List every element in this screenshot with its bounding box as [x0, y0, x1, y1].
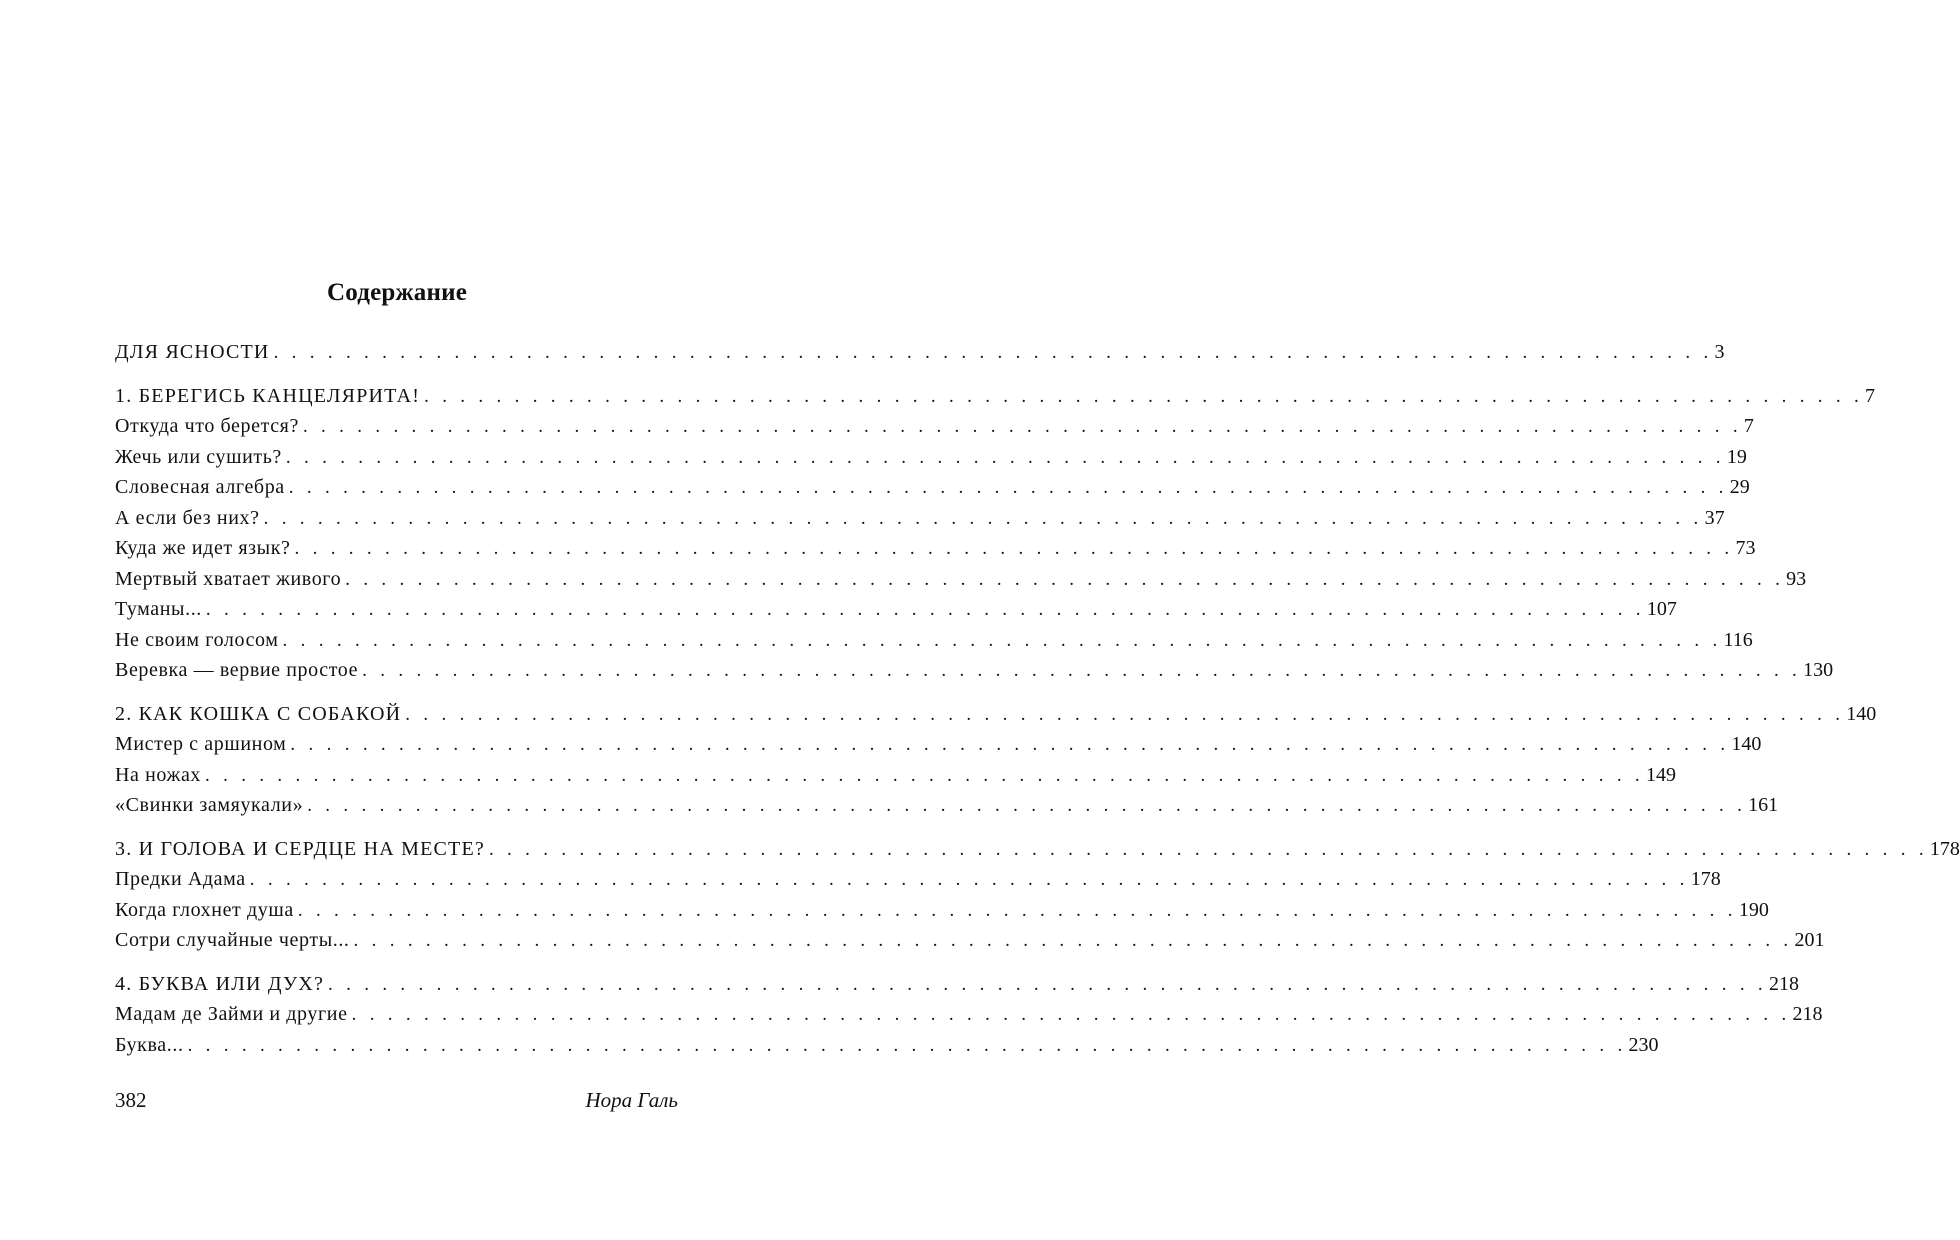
toc-entry[interactable] — [115, 472, 1750, 503]
toc-entry[interactable] — [115, 655, 1834, 686]
toc-entry-page-number: 3 — [1714, 341, 1725, 363]
toc-entry-page-number: 130 — [1803, 659, 1834, 681]
toc-entry-page-number: 93 — [1786, 567, 1807, 590]
toc-chapter-entry[interactable] — [115, 834, 1960, 865]
toc-dot-leader: . . . . . . . . . . . . . . . . . . . . . . . . . . . . . . . . . . . . . . . . . . . . . . . . . . . . . . . . . . . . . . . . . . . . . . . . . . . . . . . . — [273, 342, 1713, 363]
toc-entry-title: Не своим голосом — [115, 628, 279, 651]
toc-entry-page-number: 230 — [1628, 1033, 1659, 1056]
toc-entry-page-number: 218 — [1792, 1003, 1823, 1025]
toc-dot-leader: . . . . . . . . . . . . . . . . . . . . . . . . . . . . . . . . . . . . . . . . . . . . . . . . . . . . . . . . . . . . . . . . . . . . . . . . . . . . . . . . — [328, 973, 1767, 995]
toc-dot-leader: . . . . . . . . . . . . . . . . . . . . . . . . . . . . . . . . . . . . . . . . . . . . . . . . . . . . . . . . . . . . . . . . . . . . . . . . . . . . . . . . — [297, 899, 1737, 921]
toc-section — [115, 699, 1877, 821]
toc-entry-page-number: 7 — [1865, 384, 1876, 407]
toc-entry[interactable] — [115, 790, 1779, 821]
toc-chapter-entry[interactable] — [115, 969, 1799, 1000]
toc-entry-page-number: 73 — [1735, 537, 1756, 559]
toc-dot-leader: . . . . . . . . . . . . . . . . . . . . . . . . . . . . . . . . . . . . . . . . . . . . . . . . . . . . . . . . . . . . . . . . . . . . . . . . . . . . . . . . — [285, 446, 1725, 468]
toc-entry-page-number: 178 — [1929, 837, 1960, 860]
toc-dot-leader: . . . . . . . . . . . . . . . . . . . . . . . . . . . . . . . . . . . . . . . . . . . . . . . . . . . . . . . . . . . . . . . . . . . . . . . . . . . . . . . . — [288, 477, 1728, 498]
footer-page-number: 382 — [115, 1088, 147, 1112]
toc-entry-page-number: 218 — [1768, 972, 1799, 995]
toc-entry[interactable] — [115, 411, 1754, 442]
toc-entry-title: Веревка — вервие простое — [115, 659, 359, 681]
toc-section — [115, 969, 1823, 1061]
toc-chapter-entry[interactable] — [115, 337, 1725, 368]
toc-entry-title: «Свинки замяукали» — [115, 794, 304, 816]
toc-entry-title: 3. И ГОЛОВА И СЕРДЦЕ НА МЕСТЕ? — [115, 837, 485, 860]
toc-dot-leader: . . . . . . . . . . . . . . . . . . . . . . . . . . . . . . . . . . . . . . . . . . . . . . . . . . . . . . . . . . . . . . . . . . . . . . . . . . . . . . . . — [290, 734, 1730, 755]
toc-entry-title: Предки Адама — [115, 868, 246, 890]
toc-entry-title: Мистер с аршином — [115, 733, 287, 755]
toc-entry-title: Словесная алгебра — [115, 476, 285, 498]
toc-entry[interactable] — [115, 925, 1825, 956]
toc-entry-title: Буква... — [115, 1033, 184, 1056]
toc-entry-page-number: 7 — [1743, 415, 1754, 437]
toc-entry-title: 4. БУКВА ИЛИ ДУХ? — [115, 972, 325, 995]
toc-entry-page-number: 190 — [1738, 898, 1769, 921]
toc-entry-title: 1. БЕРЕГИСЬ КАНЦЕЛЯРИТА! — [115, 384, 421, 407]
page-title: Содержание — [326, 279, 467, 306]
toc-section — [115, 337, 1725, 368]
toc-entry-page-number: 149 — [1645, 763, 1676, 786]
toc-entry[interactable] — [115, 729, 1762, 760]
toc-entry[interactable] — [115, 1030, 1659, 1061]
toc-entry-title: 2. КАК КОШКА С СОБАКОЙ — [115, 702, 402, 725]
toc-entry-title: Откуда что берется? — [115, 415, 299, 437]
toc-entry-title: На ножах — [115, 763, 202, 786]
toc-entry[interactable] — [115, 895, 1769, 926]
toc-entry-title: Сотри случайные черты... — [115, 929, 350, 951]
toc-dot-leader: . . . . . . . . . . . . . . . . . . . . . . . . . . . . . . . . . . . . . . . . . . . . . . . . . . . . . . . . . . . . . . . . . . . . . . . . . . . . . . . . — [488, 838, 1928, 860]
toc-entry-page-number: 37 — [1704, 506, 1725, 529]
toc-dot-leader: . . . . . . . . . . . . . . . . . . . . . . . . . . . . . . . . . . . . . . . . . . . . . . . . . . . . . . . . . . . . . . . . . . . . . . . . . . . . . . . . — [345, 568, 1785, 590]
toc-entry-title: Мадам де Займи и другие — [115, 1003, 348, 1025]
toc-entry[interactable] — [115, 503, 1725, 534]
toc-entry-title: Туманы... — [115, 598, 202, 620]
toc-entry-page-number: 201 — [1794, 929, 1825, 951]
toc-dot-leader: . . . . . . . . . . . . . . . . . . . . . . . . . . . . . . . . . . . . . . . . . . . . . . . . . . . . . . . . . . . . . . . . . . . . . . . . . . . . . . . . — [351, 1004, 1791, 1025]
toc-entry-title: Мертвый хватает живого — [115, 567, 342, 590]
toc-entry[interactable] — [115, 442, 1747, 473]
toc-section — [115, 381, 1876, 686]
toc-section — [115, 834, 1960, 956]
toc-entry-page-number: 178 — [1690, 868, 1721, 890]
toc-chapter-entry[interactable] — [115, 699, 1877, 730]
toc-entry-page-number: 19 — [1726, 445, 1747, 468]
toc-dot-leader: . . . . . . . . . . . . . . . . . . . . . . . . . . . . . . . . . . . . . . . . . . . . . . . . . . . . . . . . . . . . . . . . . . . . . . . . . . . . . . . . — [307, 795, 1747, 816]
toc-dot-leader: . . . . . . . . . . . . . . . . . . . . . . . . . . . . . . . . . . . . . . . . . . . . . . . . . . . . . . . . . . . . . . . . . . . . . . . . . . . . . . . . — [187, 1034, 1627, 1056]
toc-dot-leader: . . . . . . . . . . . . . . . . . . . . . . . . . . . . . . . . . . . . . . . . . . . . . . . . . . . . . . . . . . . . . . . . . . . . . . . . . . . . . . . . — [353, 930, 1793, 951]
toc-entry-page-number: 140 — [1731, 733, 1762, 755]
toc-entry[interactable] — [115, 864, 1721, 895]
toc-dot-leader: . . . . . . . . . . . . . . . . . . . . . . . . . . . . . . . . . . . . . . . . . . . . . . . . . . . . . . . . . . . . . . . . . . . . . . . . . . . . . . . . — [362, 660, 1802, 681]
toc-entry[interactable] — [115, 594, 1677, 625]
toc-entry-page-number: 107 — [1646, 598, 1677, 620]
toc-dot-leader: . . . . . . . . . . . . . . . . . . . . . . . . . . . . . . . . . . . . . . . . . . . . . . . . . . . . . . . . . . . . . . . . . . . . . . . . . . . . . . . . — [424, 385, 1864, 407]
toc-dot-leader: . . . . . . . . . . . . . . . . . . . . . . . . . . . . . . . . . . . . . . . . . . . . . . . . . . . . . . . . . . . . . . . . . . . . . . . . . . . . . . . . — [205, 764, 1644, 786]
toc-entry-page-number: 116 — [1723, 628, 1753, 651]
toc-entry-title: А если без них? — [115, 506, 260, 529]
toc-entry-title: Куда же идет язык? — [115, 537, 291, 559]
toc-entry-page-number: 140 — [1846, 702, 1877, 725]
toc-entry-title: Когда глохнет душа — [115, 898, 294, 921]
toc-dot-leader: . . . . . . . . . . . . . . . . . . . . . . . . . . . . . . . . . . . . . . . . . . . . . . . . . . . . . . . . . . . . . . . . . . . . . . . . . . . . . . . . — [249, 869, 1689, 890]
page-footer — [115, 1086, 678, 1114]
toc-entry[interactable] — [115, 999, 1823, 1030]
toc-dot-leader: . . . . . . . . . . . . . . . . . . . . . . . . . . . . . . . . . . . . . . . . . . . . . . . . . . . . . . . . . . . . . . . . . . . . . . . . . . . . . . . . — [302, 416, 1742, 437]
toc-dot-leader: . . . . . . . . . . . . . . . . . . . . . . . . . . . . . . . . . . . . . . . . . . . . . . . . . . . . . . . . . . . . . . . . . . . . . . . . . . . . . . . . — [282, 629, 1722, 651]
toc-dot-leader: . . . . . . . . . . . . . . . . . . . . . . . . . . . . . . . . . . . . . . . . . . . . . . . . . . . . . . . . . . . . . . . . . . . . . . . . . . . . . . . . — [405, 703, 1845, 725]
toc-chapter-entry[interactable] — [115, 381, 1876, 412]
table-of-contents — [115, 337, 1960, 1073]
toc-dot-leader: . . . . . . . . . . . . . . . . . . . . . . . . . . . . . . . . . . . . . . . . . . . . . . . . . . . . . . . . . . . . . . . . . . . . . . . . . . . . . . . . — [205, 599, 1645, 620]
toc-entry[interactable] — [115, 760, 1676, 791]
toc-dot-leader: . . . . . . . . . . . . . . . . . . . . . . . . . . . . . . . . . . . . . . . . . . . . . . . . . . . . . . . . . . . . . . . . . . . . . . . . . . . . . . . . — [294, 538, 1734, 559]
toc-entry-page-number: 29 — [1729, 476, 1750, 498]
toc-dot-leader: . . . . . . . . . . . . . . . . . . . . . . . . . . . . . . . . . . . . . . . . . . . . . . . . . . . . . . . . . . . . . . . . . . . . . . . . . . . . . . . . — [263, 507, 1703, 529]
toc-entry-page-number: 161 — [1748, 794, 1779, 816]
toc-entry[interactable] — [115, 564, 1807, 595]
toc-entry-title: Жечь или сушить? — [115, 445, 282, 468]
toc-entry[interactable] — [115, 625, 1753, 656]
toc-entry-title: ДЛЯ ЯСНОСТИ — [115, 341, 270, 363]
footer-author: Нора Галь — [585, 1088, 678, 1112]
toc-entry[interactable] — [115, 533, 1756, 564]
